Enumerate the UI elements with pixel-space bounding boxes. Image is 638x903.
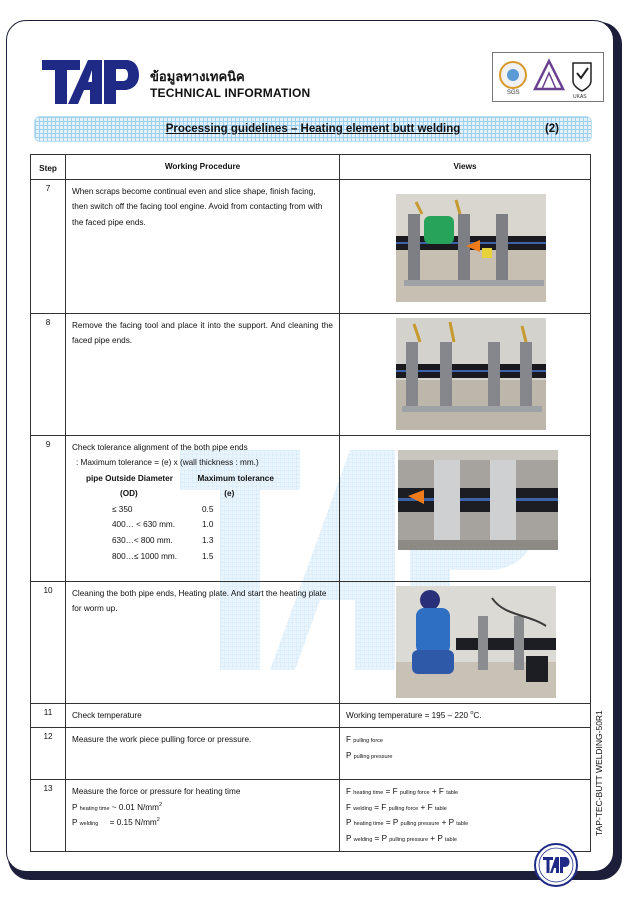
view-cell — [340, 581, 591, 703]
degree-sup: o — [470, 709, 474, 716]
view-cell — [340, 179, 591, 313]
od-header: pipe Outside Diameter — [86, 473, 173, 483]
header-procedure: Working Procedure — [66, 155, 340, 180]
tolerance-row — [72, 533, 333, 549]
header-views: Views — [340, 155, 591, 180]
pulling-force-symbol: F pulling force — [346, 735, 383, 745]
footer-tap-logo — [533, 842, 579, 888]
od-range: 630…< 800 mm. — [112, 536, 173, 546]
tolerance-header: Maximum tolerance — [197, 473, 274, 483]
tolerance-intro: Check tolerance alignment of the both pipe ends — [72, 442, 248, 452]
procedure-text: Check temperature — [66, 703, 340, 728]
tolerance-column-headers — [72, 471, 333, 487]
od-range: 800…≤ 1000 mm. — [112, 551, 178, 561]
step-number: 7 — [31, 179, 66, 313]
working-temperature — [340, 703, 591, 728]
heating-pressure-line: P heating time ~ 0.01 $N/mm^2$ — [72, 801, 163, 812]
photo-worker-heating-plate — [396, 586, 556, 698]
step-number: 11 — [31, 703, 66, 728]
equation-line: F welding = F pulling force + F table — [346, 802, 447, 812]
table-row — [31, 703, 591, 728]
tolerance-column-units — [72, 486, 333, 502]
banner-page-number: (2) — [544, 123, 559, 135]
step-number: 8 — [31, 313, 66, 435]
tolerance-value: 1.5 — [202, 551, 214, 561]
photo-alignment-check — [398, 450, 558, 550]
document-code: TAP-TEC-BUTT WELDING-50R1 — [594, 710, 604, 836]
procedure-text: Remove the facing tool and place it into the support. And cleaning the faced pipe ends. — [66, 313, 340, 435]
sgs-label: SGS — [507, 90, 520, 96]
pulling-pressure-symbol: P pulling pressure — [346, 750, 393, 760]
photo-cleaned-pipe-ends — [396, 318, 546, 430]
step-number: 9 — [31, 435, 66, 581]
step-number: 10 — [31, 581, 66, 703]
procedure-text: Cleaning the both pipe ends, Heating plate. And start the heating plate for worm up. — [66, 581, 340, 703]
procedure-text — [66, 780, 340, 852]
tap-logo — [40, 56, 140, 106]
procedure-text: When scraps become continual even and slice shape, finish facing, then switch off the facing tool engine. Avoid from contacting from with the faced pipe ends. — [66, 179, 340, 313]
welding-pressure-line: P welding = 0.15 $N/mm^2$ — [72, 817, 160, 828]
temperature-unit: C. — [473, 710, 482, 720]
equation-line: F heating time = F pulling force + F table — [346, 787, 459, 797]
table-row — [31, 728, 591, 780]
od-unit: (OD) — [120, 489, 138, 499]
tolerance-value: 0.5 — [202, 504, 214, 514]
table-row — [31, 780, 591, 852]
table-row — [31, 581, 591, 703]
temperature-text: Working temperature = 195 – 220 — [346, 710, 471, 720]
equation-line: P welding = P pulling pressure + P table — [346, 833, 457, 843]
view-cell — [340, 313, 591, 435]
photo-facing-tool — [396, 194, 546, 302]
view-cell — [340, 728, 591, 780]
tolerance-value: 1.3 — [202, 536, 214, 546]
tolerance-value: 1.0 — [202, 520, 214, 530]
tolerance-formula: : Maximum tolerance = (e) x (wall thickness : mm.) — [76, 458, 259, 468]
english-title: TECHNICAL INFORMATION — [150, 86, 311, 100]
table-header-row — [31, 155, 591, 180]
e-unit: (e) — [224, 489, 235, 499]
equation-line: P heating time = P pulling pressure + P table — [346, 818, 469, 828]
table-row — [31, 179, 591, 313]
view-cell — [340, 435, 591, 581]
od-range: 400… < 630 mm. — [112, 520, 176, 530]
thai-title: ข้อมูลทางเทคนิค — [150, 69, 245, 84]
view-cell — [340, 780, 591, 852]
header-step: Step — [31, 155, 66, 180]
certification-logos — [492, 52, 604, 102]
table-row — [31, 313, 591, 435]
step-number: 13 — [31, 780, 66, 852]
section-banner — [34, 116, 592, 142]
table-row — [31, 435, 591, 581]
procedure-table — [30, 154, 591, 852]
step-number: 12 — [31, 728, 66, 780]
ukas-label: UKAS — [573, 94, 587, 100]
tolerance-row — [72, 549, 333, 565]
banner-title: Processing guidelines – Heating element butt welding — [165, 123, 461, 135]
procedure-text: Measure the work piece pulling force or pressure. — [66, 728, 340, 780]
procedure-text — [66, 435, 340, 581]
tolerance-row — [72, 502, 333, 518]
od-range: ≤ 350 — [112, 504, 133, 514]
tolerance-row — [72, 517, 333, 533]
procedure-line: Measure the force or pressure for heating time — [72, 787, 241, 797]
